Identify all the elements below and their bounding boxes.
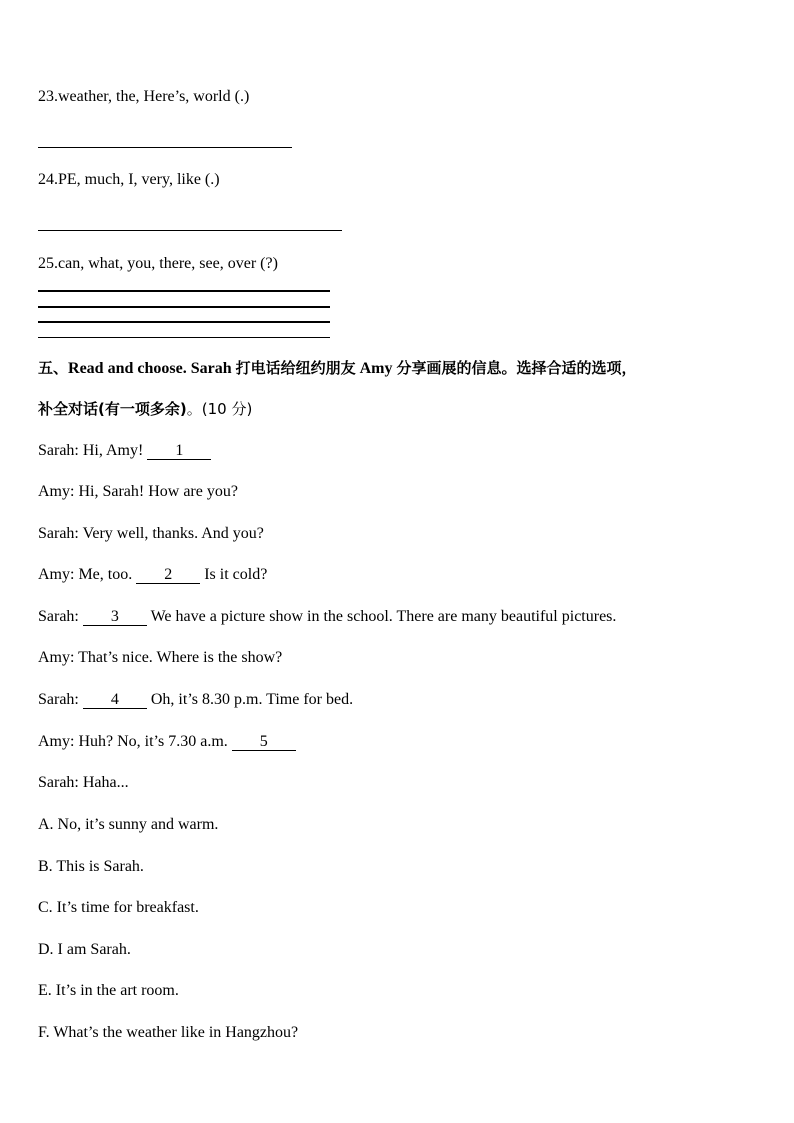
question-number: 25. <box>38 255 58 272</box>
answer-blank: 3 <box>83 609 147 626</box>
section-title-en: Read and choose. Sarah <box>68 360 232 377</box>
dialogue-line <box>38 565 267 585</box>
dialogue-text: We have a picture show in the school. There are many beautiful pictures. <box>146 608 617 625</box>
question-25 <box>38 254 278 274</box>
answer-line <box>38 147 292 148</box>
question-24 <box>38 170 220 190</box>
dialogue-line <box>38 607 616 627</box>
question-number: 24. <box>38 171 58 188</box>
question-number: 23. <box>38 88 58 105</box>
dialogue-line <box>38 773 129 793</box>
dialogue-text: Sarah: Haha... <box>38 774 129 791</box>
dialogue-text: Sarah: Very well, thanks. And you? <box>38 525 264 542</box>
answer-blank: 5 <box>232 734 296 751</box>
dialogue-line <box>38 441 211 461</box>
question-23 <box>38 87 249 107</box>
option-e: E. It’s in the art room. <box>38 982 179 999</box>
dialogue-line <box>38 524 264 544</box>
question-words: weather, the, Here’s, world (.) <box>58 88 250 105</box>
answer-line <box>38 230 342 231</box>
section-note: (有一项多余) <box>98 400 187 418</box>
section-instruction: 补全对话 <box>38 400 99 418</box>
option-d: D. I am Sarah. <box>38 941 131 958</box>
answer-line <box>38 337 330 338</box>
dialogue-text: Is it cold? <box>200 566 268 583</box>
dialogue-line <box>38 732 296 752</box>
section-title-amy: Amy <box>359 360 393 377</box>
dialogue-text: Sarah: <box>38 691 83 708</box>
dialogue-text: Sarah: <box>38 608 83 625</box>
question-words: can, what, you, there, see, over (?) <box>58 255 278 272</box>
answer-blank: 1 <box>147 443 211 460</box>
answer-blank: 2 <box>136 567 200 584</box>
section-heading-line-2 <box>38 399 252 420</box>
dialogue-text: Amy: Me, too. <box>38 566 137 583</box>
option-b: B. This is Sarah. <box>38 858 144 875</box>
dialogue-text: Amy: That’s nice. Where is the show? <box>38 649 283 666</box>
section-number: 五、 <box>38 359 69 377</box>
section-score: 。(10 分) <box>186 400 253 418</box>
answer-line <box>38 321 330 323</box>
dialogue-line <box>38 690 353 710</box>
answer-line <box>38 306 330 308</box>
dialogue-text: Sarah: Hi, Amy! <box>38 442 148 459</box>
dialogue-text: Amy: Huh? No, it’s 7.30 a.m. <box>38 733 232 750</box>
option-c: C. It’s time for breakfast. <box>38 899 199 916</box>
section-title-cn: 分享画展的信息。选择合适的选项， <box>396 359 637 377</box>
section-heading <box>38 358 637 379</box>
section-title-cn: 打电话给纽约朋友 <box>235 359 356 377</box>
dialogue-text: Oh, it’s 8.30 p.m. Time for bed. <box>146 691 354 708</box>
option-a: A. No, it’s sunny and warm. <box>38 816 219 833</box>
question-words: PE, much, I, very, like (.) <box>58 171 220 188</box>
answer-line <box>38 290 330 292</box>
dialogue-line <box>38 648 282 668</box>
option-f: F. What’s the weather like in Hangzhou? <box>38 1024 299 1041</box>
dialogue-text: Amy: Hi, Sarah! How are you? <box>38 483 238 500</box>
dialogue-line <box>38 482 238 502</box>
answer-blank: 4 <box>83 692 147 709</box>
